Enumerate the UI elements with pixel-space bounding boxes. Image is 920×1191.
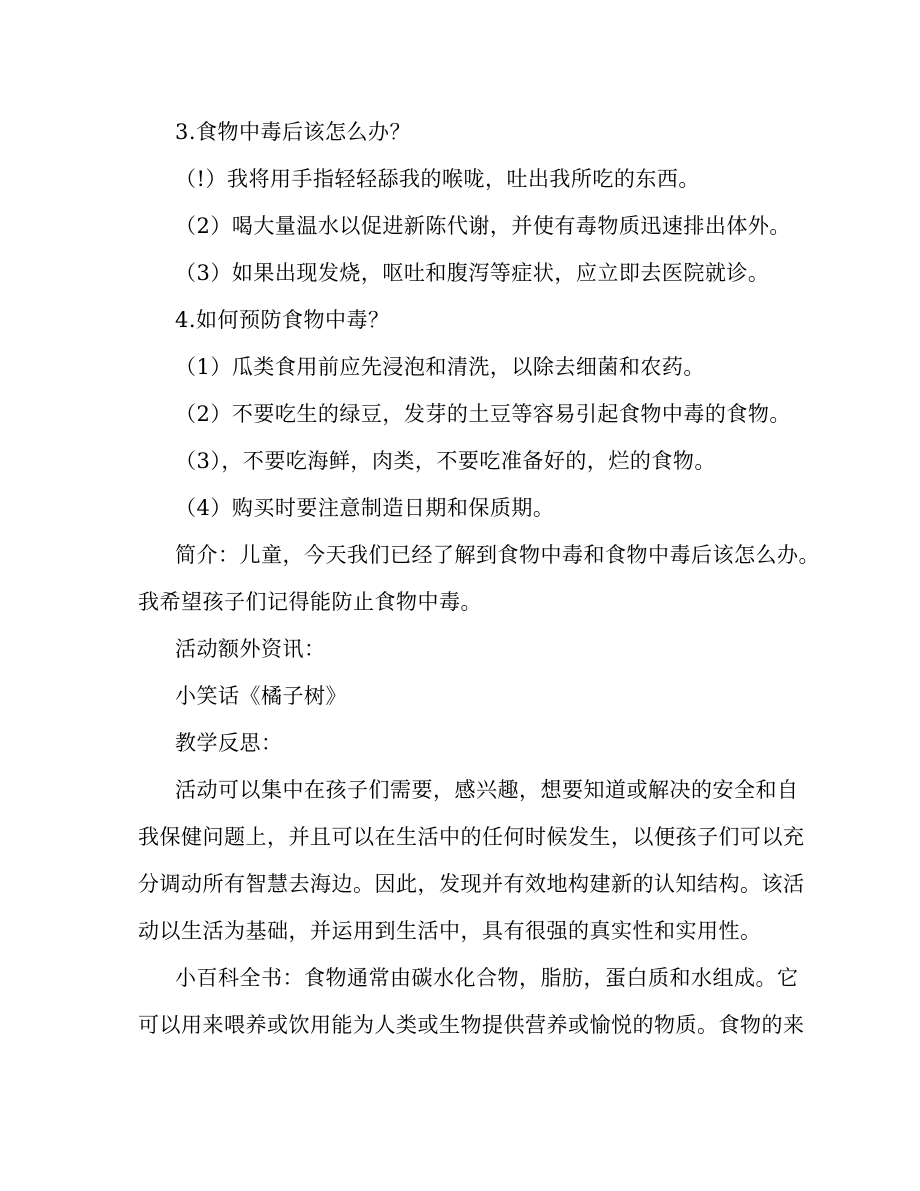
heading-prevention: 4.如何预防食物中毒？ [175, 308, 390, 332]
response-step-3: （3）如果出现发烧，呕吐和腹泻等症状，应立即去医院就诊。 [175, 261, 770, 285]
summary-line-1: 简介：儿童，今天我们已经了解到食物中毒和食物中毒后该怎么办。 [175, 543, 820, 567]
response-step-2: （2）喝大量温水以促进新陈代谢，并使有毒物质迅速排出体外。 [175, 214, 791, 238]
response-step-1: （!）我将用手指轻轻舔我的喉咙，吐出我所吃的东西。 [175, 167, 700, 191]
joke-title: 小笑话《橘子树》 [175, 684, 347, 708]
reflection-line-4: 动以生活为基础，并运用到生活中，具有很强的真实性和实用性。 [138, 919, 762, 943]
reflection-line-2: 我保健问题上，并且可以在生活中的任何时候发生，以便孩子们可以充 [138, 825, 805, 849]
reflection-line-1: 活动可以集中在孩子们需要，感兴趣，想要知道或解决的安全和自 [175, 778, 799, 802]
reflection-line-3: 分调动所有智慧去海边。因此，发现并有效地构建新的认知结构。该活 [138, 872, 805, 896]
prevention-step-2: （2）不要吃生的绿豆，发芽的土豆等容易引起食物中毒的食物。 [175, 402, 791, 426]
prevention-step-1: （1）瓜类食用前应先浸泡和清洗，以除去细菌和农药。 [175, 355, 705, 379]
encyclopedia-line-2: 可以用来喂养或饮用能为人类或生物提供营养或愉悦的物质。食物的来 [138, 1013, 805, 1037]
reflection-label: 教学反思： [175, 731, 283, 755]
extra-info-label: 活动额外资讯： [175, 637, 326, 661]
heading-food-poisoning-response: 3.食物中毒后该怎么办？ [175, 120, 412, 144]
encyclopedia-line-1: 小百科全书：食物通常由碳水化合物，脂肪，蛋白质和水组成。它 [175, 966, 799, 990]
prevention-step-4: （4）购买时要注意制造日期和保质期。 [175, 496, 555, 520]
prevention-step-3: （3），不要吃海鲜，肉类，不要吃准备好的，烂的食物。 [175, 449, 716, 473]
summary-line-2: 我希望孩子们记得能防止食物中毒。 [138, 590, 482, 614]
